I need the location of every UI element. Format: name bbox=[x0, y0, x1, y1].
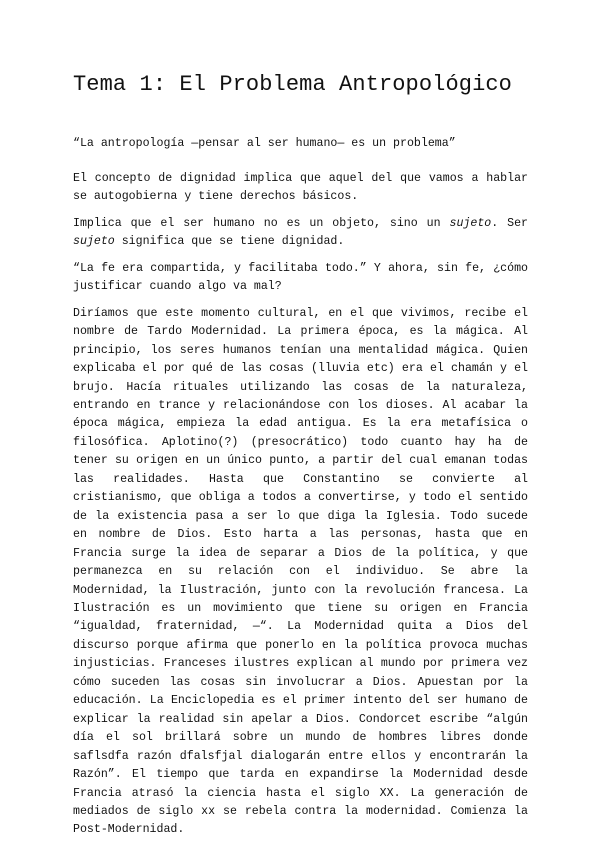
paragraph-text: significa que se tiene dignidad. bbox=[114, 235, 345, 249]
paragraph-text: Diríamos que este momento cultural, en el que vivimos, recibe el nombre de Tardo Modernidad. La primera época, es la mágica. Al principio, los seres humanos tenían una mentalidad mágica. Quien explicaba el por qué de las cosas (lluvia etc) era el chamán y el brujo. Hacía rituales utilizando las cosas de la naturaleza, entrando en trance y relacionándose con los dioses. Al acabar la época mágica, empieza la edad antigua. Es la era metafísica o filosófica. Aplotino(?) (presocrático) todo cuanto hay ha de tener su origen en un único punto, a partir del cual emanan todas las realidades. Hasta que Constantino se convierte al cristianismo, que obliga a todos a convertirse, y todo el sentido de la existencia pasa a ser lo que diga la Iglesia. Todo sucede en nombre de Dios. Esto harta a las personas, hasta que en Francia surge la idea de separar a Dios de la política, y que permanezca en su relación con el individuo. Se abre la Modernidad, la Ilustración, junto con la revolución francesa. La Ilustración es un movimiento que tiene su origen en Francia “igualdad, fraternidad, —“. La Modernidad quita a Dios del discurso porque afirma que ponerlo en la política provoca muchas injusticias. Franceses ilustres explican al mundo por primera vez cómo suceden las cosas sin involucrar a Dios. Apuestan por la educación. La Enciclopedia es el primer intento del ser humano de explicar la realidad sin apelar a Dios. Condorcet escribe “algún día el sol brillará sobre un mundo de hombres libres donde saflsdfa razón dfalsfjal dialogarán entre ellos y encontrarán la Razón”. El tiempo que tarda en expandirse la Modernidad desde Francia atrasó la ciencia hasta el siglo XX. La generación de mediados de siglo xx se rebela contra la modernidad. Comienza la Post-Modernidad. bbox=[73, 306, 528, 837]
body-paragraph bbox=[73, 305, 528, 840]
paragraph-text: “La fe era compartida, y facilitaba todo.” Y ahora, sin fe, ¿cómo justificar cuando algo va mal? bbox=[73, 261, 528, 294]
paragraph-text: Implica que el ser humano no es un objeto, sino un bbox=[73, 216, 450, 230]
body-paragraph bbox=[73, 260, 528, 297]
italic-term: sujeto bbox=[73, 235, 115, 249]
paragraph-text: El concepto de dignidad implica que aquel del que vamos a hablar se autogobierna y tiene derechos básicos. bbox=[73, 172, 528, 204]
epigraph-quote: “La antropología —pensar al ser humano— es un problema” bbox=[73, 137, 456, 150]
page-title: Tema 1: El Problema Antropológico bbox=[73, 72, 512, 97]
body-paragraph bbox=[73, 215, 528, 252]
body-paragraph bbox=[73, 170, 528, 207]
paragraph-text: . Ser bbox=[491, 216, 528, 230]
document-body bbox=[73, 170, 528, 840]
italic-term: sujeto bbox=[449, 216, 492, 230]
